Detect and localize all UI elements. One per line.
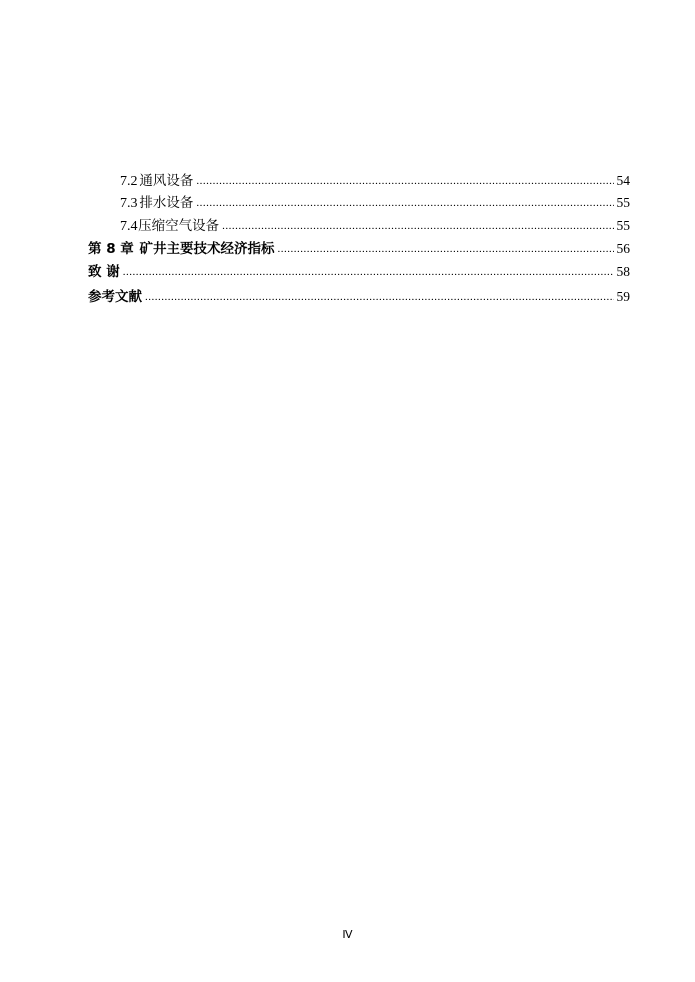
toc-entry-page: 59 xyxy=(616,289,630,304)
toc-entry-page: 56 xyxy=(616,241,630,256)
toc-entry-7-2[interactable] xyxy=(120,172,630,191)
dot-leader xyxy=(278,240,614,258)
toc-entry-title: 排水设备 xyxy=(139,195,194,211)
dot-leader xyxy=(145,288,614,306)
toc-entry-page: 54 xyxy=(616,173,630,188)
toc-entry-title: 压缩空气设备 xyxy=(138,218,220,234)
dot-leader xyxy=(222,217,613,235)
toc-entry-number: 7.2 xyxy=(120,174,138,189)
toc-entry-references[interactable] xyxy=(88,288,630,307)
page-number: Ⅳ xyxy=(342,929,353,941)
toc-entry-7-3[interactable] xyxy=(120,194,630,213)
toc-entry-title: 通风设备 xyxy=(139,173,194,189)
toc-entry-acknowledgements[interactable] xyxy=(88,263,630,282)
toc-entry-page: 58 xyxy=(616,264,630,279)
toc-entry-page: 55 xyxy=(616,218,630,233)
toc-entry-title: 参考文献 xyxy=(88,289,142,305)
toc-entry-page: 55 xyxy=(616,195,630,210)
dot-leader xyxy=(196,194,613,212)
toc-entry-number: 第 8 章 xyxy=(88,241,134,257)
toc-entry-7-4[interactable] xyxy=(120,217,630,236)
dot-leader xyxy=(196,172,613,190)
toc-entry-number: 7.4 xyxy=(120,219,138,234)
toc-entry-title: 矿井主要技术经济指标 xyxy=(139,241,275,257)
toc-entry-title: 致 谢 xyxy=(88,264,120,280)
toc-entry-number: 7.3 xyxy=(120,196,138,211)
dot-leader xyxy=(123,263,614,281)
toc-entry-chapter-8[interactable] xyxy=(88,240,630,259)
